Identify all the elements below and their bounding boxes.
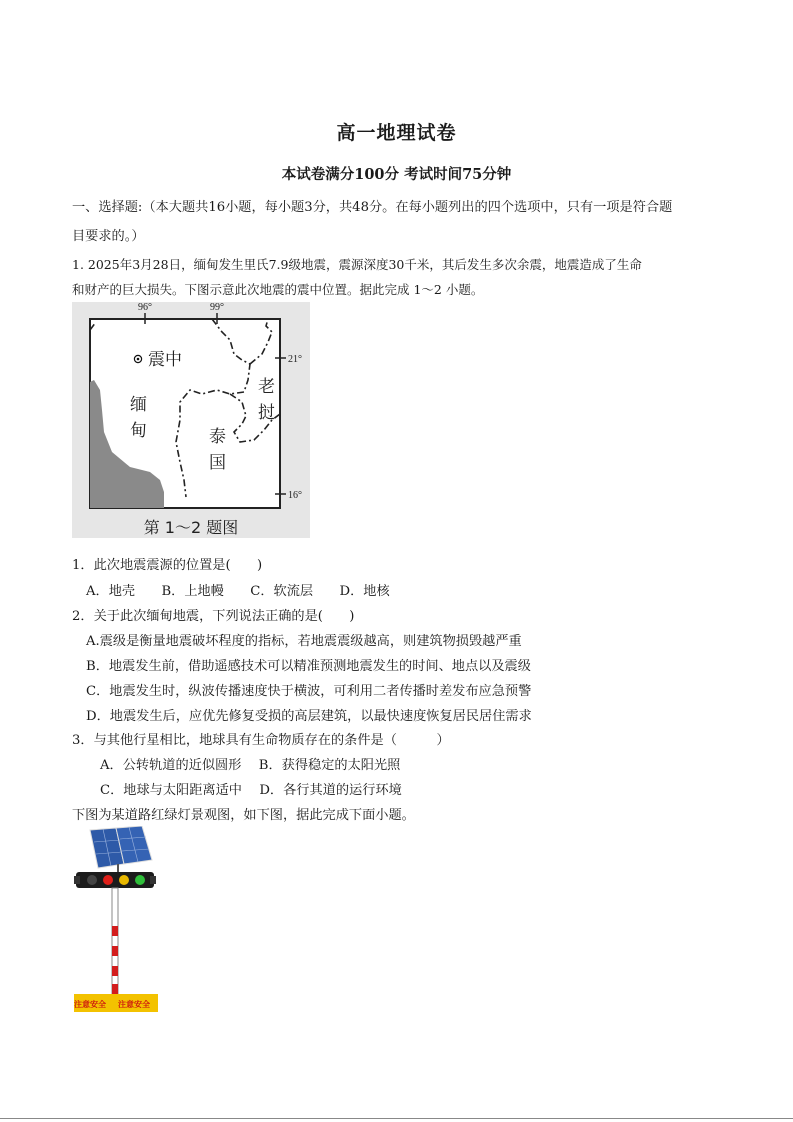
q2-option-d: D．地震发生后，应优先修复受损的高层建筑，以最快速度恢复居民居住需求 <box>86 709 532 724</box>
q3-stem: 3．与其他行星相比，地球具有生命物质存在的条件是（ ） <box>72 733 450 748</box>
section-instruction-line1: 一、选择题:（本大题共16小题，每小题3分，共48分。在每小题列出的四个选项中，只有一项是符合题 <box>72 200 673 215</box>
lon-label-96: 96° <box>138 302 152 313</box>
exam-title: 高一地理试卷 <box>336 122 457 144</box>
q2-stem: 2．关于此次缅甸地震，下列说法正确的是( ) <box>72 609 355 624</box>
laos-label-2: 挝 <box>258 403 275 423</box>
myanmar-label-1: 缅 <box>130 395 147 415</box>
q2-option-b: B．地震发生前，借助遥感技术可以精准预测地震发生的时间、地点以及震级 <box>86 659 531 674</box>
signal-lamp-dark <box>87 875 97 885</box>
warning-sign-right: 注意安全 <box>118 1000 150 1009</box>
q1-stem: 1．此次地震震源的位置是( ) <box>72 558 263 573</box>
traffic-light-image <box>72 826 158 1014</box>
question-intro-line1: 1. 2025年3月28日，缅甸发生里氏7.9级地震，震源深度30千米，其后发生多次余震，地震造成了生命 <box>72 257 642 272</box>
map-caption: 第 1～2 题图 <box>143 518 239 537</box>
lat-label-21: 21° <box>288 354 302 365</box>
q3-options-row1: A．公转轨道的近似圆形 B．获得稳定的太阳光照 <box>100 758 401 773</box>
red-light-icon <box>103 875 113 885</box>
question-intro-line2: 和财产的巨大损失。下图示意此次地震的震中位置。据此完成 1～2 小题。 <box>72 282 484 297</box>
q3-options-row2: C．地球与太阳距离适中 D．各行其道的运行环境 <box>100 783 402 798</box>
q2-option-c: C．地震发生时，纵波传播速度快于横波，可利用二者传播时差发布应急预警 <box>86 684 532 699</box>
lon-label-99: 99° <box>210 302 224 313</box>
q1-options: A．地壳 B．上地幔 C．软流层 D．地核 <box>86 584 390 599</box>
thailand-label-1: 泰 <box>209 427 226 447</box>
thailand-label-2: 国 <box>209 453 226 473</box>
exam-subtitle: 本试卷满分100分 考试时间75分钟 <box>281 166 512 183</box>
yellow-light-icon <box>119 875 129 885</box>
laos-label-1: 老 <box>258 377 275 397</box>
epicenter-label: 震中 <box>148 350 182 370</box>
q2-option-a: A.震级是衡量地震破坏程度的指标，若地震震级越高，则建筑物损毁越严重 <box>86 634 522 649</box>
solar-panel-icon <box>90 826 152 868</box>
myanmar-label-2: 甸 <box>130 421 147 441</box>
lat-label-16: 16° <box>288 490 302 501</box>
warning-sign-left: 注意安全 <box>74 1000 106 1009</box>
green-light-icon <box>135 875 145 885</box>
page-bottom-rule <box>0 1118 793 1119</box>
section-instruction-line2: 目要求的。） <box>72 229 145 244</box>
epicenter-map <box>72 302 310 538</box>
traffic-light-intro: 下图为某道路红绿灯景观图，如下图，据此完成下面小题。 <box>72 808 415 823</box>
